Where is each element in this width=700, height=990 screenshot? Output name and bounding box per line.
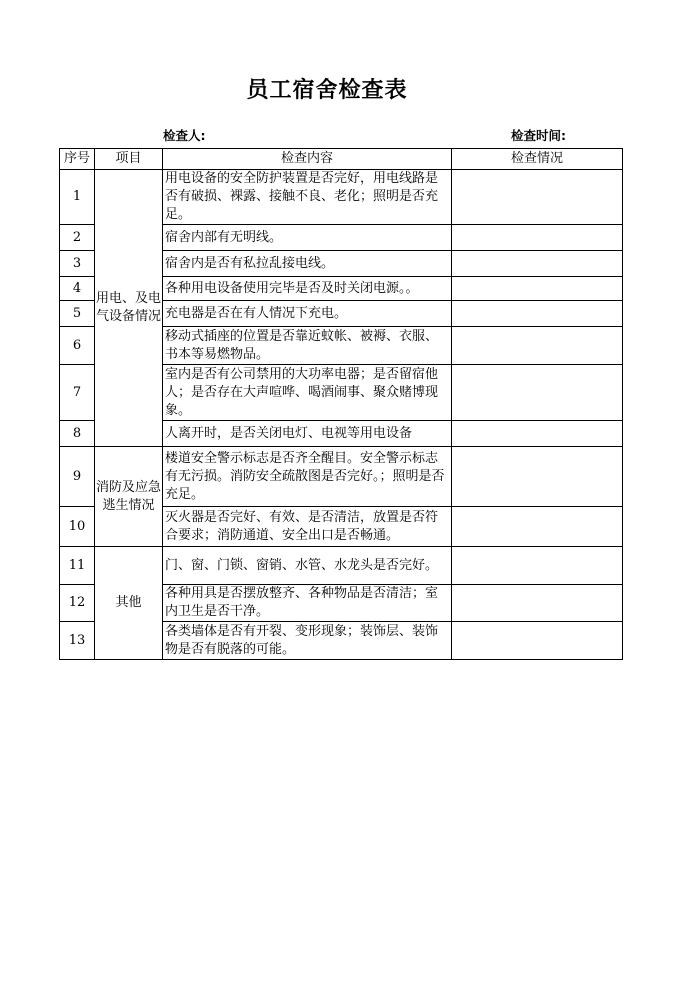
inspection-time-label: 检查时间: [511, 128, 566, 143]
status-cell[interactable] [452, 622, 623, 660]
status-cell[interactable] [452, 327, 623, 365]
check-content: 室内是否有公司禁用的大功率电器；是否留宿他人；是否存在大声喧哗、喝酒闹事、聚众赌博现象。 [163, 365, 452, 421]
status-cell[interactable] [452, 585, 623, 622]
status-cell[interactable] [452, 365, 623, 421]
page-title: 员工宿舍检查表 [246, 78, 408, 103]
status-cell[interactable] [452, 251, 623, 277]
header-content: 检查内容 [163, 149, 452, 170]
row-number: 5 [60, 301, 95, 327]
row-number: 6 [60, 327, 95, 365]
row-number: 10 [60, 507, 95, 547]
status-cell[interactable] [452, 301, 623, 327]
status-cell[interactable] [452, 225, 623, 251]
status-cell[interactable] [452, 447, 623, 507]
check-content: 充电器是否在有人情况下充电。 [163, 301, 452, 327]
status-cell[interactable] [452, 421, 623, 447]
check-content: 各种用具是否摆放整齐、各种物品是否清洁；室内卫生是否干净。 [163, 585, 452, 622]
row-number: 9 [60, 447, 95, 507]
check-content: 用电设备的安全防护装置是否完好，用电线路是否有破损、裸露、接触不良、老化；照明是否充足。 [163, 170, 452, 225]
check-content: 宿舍内是否有私拉乱接电线。 [163, 251, 452, 277]
header-status: 检查情况 [452, 149, 623, 170]
check-content: 门、窗、门锁、窗销、水管、水龙头是否完好。 [163, 547, 452, 585]
check-content: 楼道安全警示标志是否齐全醒目。安全警示标志有无污损。消防安全疏散图是否完好。；照明是否充足。 [163, 447, 452, 507]
check-content: 灭火器是否完好、有效、是否清洁，放置是否符合要求；消防通道、安全出口是否畅通。 [163, 507, 452, 547]
inspector-label: 检查人: [163, 128, 206, 143]
row-number: 11 [60, 547, 95, 585]
row-number: 4 [60, 277, 95, 301]
row-number: 7 [60, 365, 95, 421]
header-no: 序号 [60, 149, 95, 170]
table-header-row [60, 149, 623, 170]
category-electric: 用电、及电气设备情况 [95, 170, 163, 447]
row-number: 1 [60, 170, 95, 225]
status-cell[interactable] [452, 277, 623, 301]
table-row [60, 447, 623, 507]
inspection-table [59, 148, 623, 660]
row-number: 3 [60, 251, 95, 277]
check-content: 人离开时，是否关闭电灯、电视等用电设备 [163, 421, 452, 447]
status-cell[interactable] [452, 170, 623, 225]
row-number: 8 [60, 421, 95, 447]
check-content: 各类墙体是否有开裂、变形现象；装饰层、装饰物是否有脱落的可能。 [163, 622, 452, 660]
status-cell[interactable] [452, 547, 623, 585]
table-row [60, 547, 623, 585]
category-fire: 消防及应急逃生情况 [95, 447, 163, 547]
check-content: 各种用电设备使用完毕是否及时关闭电源。。 [163, 277, 452, 301]
check-content: 移动式插座的位置是否靠近蚊帐、被褥、衣服、书本等易燃物品。 [163, 327, 452, 365]
status-cell[interactable] [452, 507, 623, 547]
row-number: 13 [60, 622, 95, 660]
row-number: 2 [60, 225, 95, 251]
table-row [60, 170, 623, 225]
check-content: 宿舍内部有无明线。 [163, 225, 452, 251]
header-category: 项目 [95, 149, 163, 170]
category-other: 其他 [95, 547, 163, 660]
row-number: 12 [60, 585, 95, 622]
